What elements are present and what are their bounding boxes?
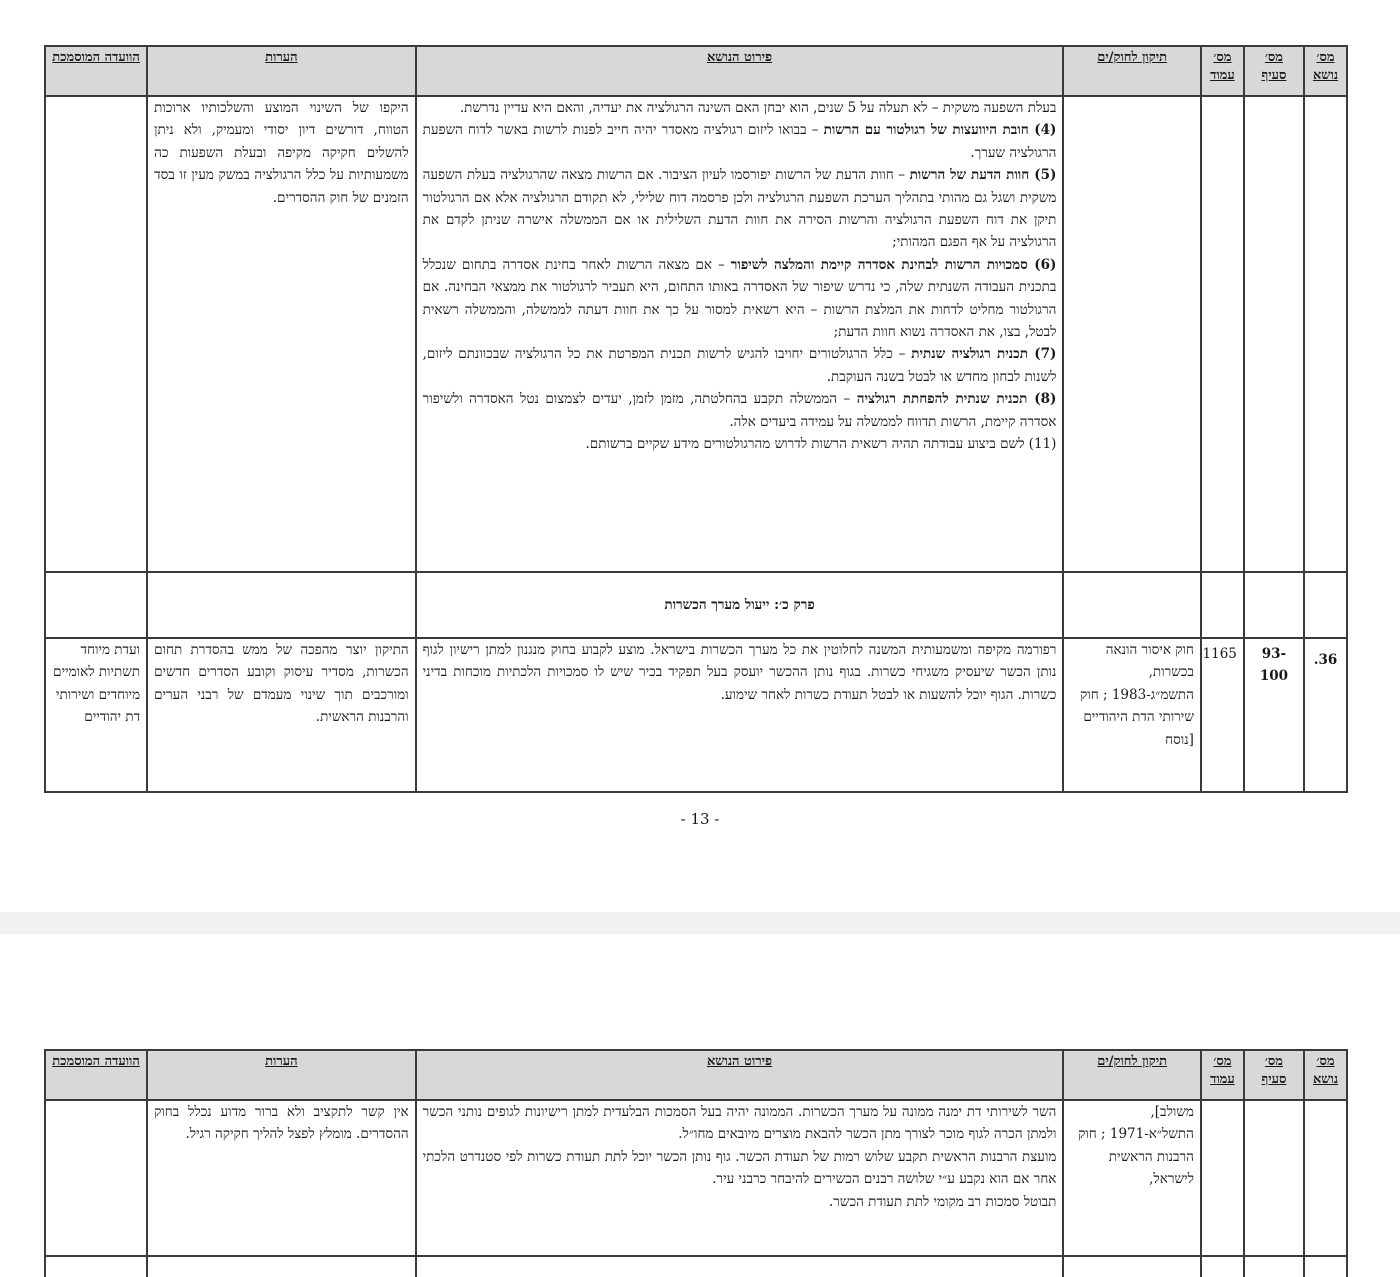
detail-paragraph: השר לשירותי דת ימנה ממונה על מערך הכשרות. הממונה יהיה בעל הסמכות הבלעדית למתן רישיונות לגופים נותני הכשר ולמתן הכרה לגוף מוכר לצורך מתן הכשר להבאת מוצרים מיובאים מחו״ל. xyxy=(422,1104,1057,1143)
table-row xyxy=(45,96,1347,572)
table-header-row xyxy=(45,1050,1347,1100)
chapter-title: פרק כ׳: ייעול מערך הכשרות xyxy=(416,572,1064,638)
cell-topic-details: רפורמה מקיפה ומשמעותית המשנה לחלוטין את כל מערך הכשרות בישראל. מוצע לקבוע בחוק מנגנון למתן רישיון לגוף נותן הכשר שיעסיק משגיחי כשרות. בגוף נותן ההכשר יועסק בעל תפקיד בכיר שיש לו סמכויות הלכתיות מוכחות בדיני כשרות. הגוף יוכל להשעות או לבטל תעודת כשרות לאחר שימוע. xyxy=(416,638,1064,792)
table-header-row xyxy=(45,46,1347,96)
header-page-number: מס׳ עמוד xyxy=(1201,1050,1244,1100)
cell-law-amendment xyxy=(1063,1256,1201,1277)
header-topic-details: פירוט הנושא xyxy=(416,46,1064,96)
cell-committee: ועדת מיוחד תשתיות לאומיים מיוחדים ושירותי דת יהודיים xyxy=(45,638,147,792)
legislation-table xyxy=(44,45,1348,793)
header-topic-number: מס׳ נושא xyxy=(1304,46,1347,96)
cell-section-number: 93-100 xyxy=(1244,638,1304,792)
cell-notes: אין קשר לתקציב ולא ברור מדוע נכלל בחוק ההסדרים. מומלץ לפצל להליך חקיקה רגיל. xyxy=(147,1100,416,1256)
detail-paragraph: מועצת הרבנות הראשית תקבע שלוש רמות של תעודת הכשר. גוף נותן הכשר יוכל לתת תעודת כשרות לפי סטנדרט הלכתי אחר אם הוא נקבע ע״י שלושה רבנים הכשירים להיבחר כרבני עיר. xyxy=(422,1148,1057,1188)
cell-committee xyxy=(45,1256,147,1277)
header-topic-number: מס׳ נושא xyxy=(1304,1050,1347,1100)
cell-law-amendment xyxy=(1063,96,1201,572)
table-row xyxy=(45,1100,1347,1256)
header-page-number: מס׳ עמוד xyxy=(1201,46,1244,96)
cell-section-number xyxy=(1244,1256,1304,1277)
cell-law-amendment: חוק איסור הונאה בכשרות, התשמ״ג-1983 ; חוק שירותי הדת היהודיים [נוסח xyxy=(1063,638,1201,792)
cell-topic-details xyxy=(416,96,1064,572)
cell-topic-number xyxy=(1304,1256,1347,1277)
cell-page-number xyxy=(1201,96,1244,572)
detail-paragraph: (8) תכנית שנתית להפחתת רגולציה – הממשלה תקבע בהחלטתה, מזמן לזמן, יעדים לצמצום נטל האסדרה ולשיפור אסדרה קיימת, הרשות תדווח לממשלה על עמידה ביעדים אלה. xyxy=(422,391,1057,430)
cell-page-number xyxy=(1201,572,1244,638)
header-notes: הערות xyxy=(147,46,416,96)
detail-paragraph: (4) חובת היוועצות של רגולטור עם הרשות – בבואו ליזום רגולציה מאסדר יהיה חייב לפנות לרשות באשר לדוח השפעת הרגולציה שערך. xyxy=(422,122,1057,161)
cell-section-number xyxy=(1244,1100,1304,1256)
cell-notes: התיקון יוצר מהפכה של ממש בהסדרת תחום הכשרות, מסדיר עיסוק וקובע הסדרים חדשים ומורכבים תוך שינוי מעמדם של רבני הערים והרבנות הראשית. xyxy=(147,638,416,792)
page-number: - 13 - xyxy=(680,810,720,828)
cell-section-number xyxy=(1244,96,1304,572)
header-committee: הוועדה המוסמכת xyxy=(45,46,147,96)
detail-paragraph: (5) חוות הדעת של הרשות – חוות הדעת של הרשות יפורסמו לעיון הציבור. אם הרשות מצאה שהרגולציה בעלת השפעה משקית ושגל גם מהותי בתהליך הערכת השפעת הרגולציה ולכן פרסמה דוח שלילי, לא תקודם הרגולציה אלא אם הרגולטור תיקן את דוח השפעת הרגולציה והרשות הסירה את חוות הדעת השלילית או אם הממשלה אישרה שניתן לקדם את הרגולציה על אף הפגם המהותי; xyxy=(422,167,1057,251)
header-law-amendment: תיקון לחוק/ים xyxy=(1063,1050,1201,1100)
legislation-table xyxy=(44,1049,1348,1277)
cell-committee xyxy=(45,572,147,638)
document-page-14 xyxy=(0,934,1400,1277)
cell-committee xyxy=(45,96,147,572)
cell-page-number: 1165 xyxy=(1201,638,1244,792)
cell-notes xyxy=(147,572,416,638)
header-section-number: מס׳ סעיף xyxy=(1244,46,1304,96)
header-law-amendment: תיקון לחוק/ים xyxy=(1063,46,1201,96)
cell-law-amendment xyxy=(1063,572,1201,638)
header-committee: הוועדה המוסמכת xyxy=(45,1050,147,1100)
cell-committee xyxy=(45,1100,147,1256)
header-notes: הערות xyxy=(147,1050,416,1100)
cell-topic-details xyxy=(416,1100,1064,1256)
chapter-row xyxy=(45,572,1347,638)
detail-paragraph: (7) תכנית רגולציה שנתית – כלל הרגולטורים יחויבו להגיש לרשות תכנית המפרטת את כל הרגולציה שבכוונתם ליזום, לשנות לבחון מחדש או לבטל בשנה העוקבת. xyxy=(422,346,1057,385)
cell-law-amendment: משולב], התשל״א-1971 ; חוק הרבנות הראשית לישראל, xyxy=(1063,1100,1201,1256)
cell-page-number xyxy=(1201,1256,1244,1277)
cell-section-number xyxy=(1244,572,1304,638)
table-row xyxy=(45,638,1347,792)
header-section-number: מס׳ סעיף xyxy=(1244,1050,1304,1100)
cell-topic-number: 36. xyxy=(1304,638,1347,792)
cell-notes xyxy=(147,1256,416,1277)
cell-topic-number xyxy=(1304,1100,1347,1256)
cell-notes: היקפו של השינוי המוצע והשלכותיו ארוכות הטווח, דורשים דיון יסודי ומעמיק, ולא ניתן להשלים חקיקה מקיפה ובעלת השפעות כה משמעותיות על כלל הרגולציה במשק מעין זו בסד הזמנים של חוק ההסדרים. xyxy=(147,96,416,572)
cell-page-number xyxy=(1201,1100,1244,1256)
detail-paragraph: (6) סמכויות הרשות לבחינת אסדרה קיימת והמלצה לשיפור – אם מצאה הרשות לאחר בחינת אסדרה בתחום שנכלל בתכנית העבודה השנתית שלה, כי נדרש שיפור של האסדרה באותו התחום, היא תעביר לרגולטור את ממצאי הבחינה. אם הרגולטור מחליט לדחות את המלצת הרשות – היא רשאית למסור על כך את חוות דעתה לממשלה, והממשלה רשאית לבטל, בצו, את האסדרה נשוא חוות הדעת; xyxy=(422,256,1057,341)
cell-topic-number xyxy=(1304,96,1347,572)
detail-paragraph: (11) לשם ביצוע עבודתה תהיה רשאית הרשות לדרוש מהרגולטורים מידע שקיים ברשותם. xyxy=(585,436,1057,453)
header-topic-details: פירוט הנושא xyxy=(416,1050,1064,1100)
table-row xyxy=(45,1256,1347,1277)
detail-paragraph: בעלת השפעה משקית – לא תעלה על 5 שנים, הוא יבחן האם השינה הרגולציה את יעדיה, והאם היא עדיין נדרשת. xyxy=(459,100,1057,116)
cell-topic-number xyxy=(1304,572,1347,638)
cell-topic-details xyxy=(416,1256,1064,1277)
detail-paragraph: תבוטל סמכות רב מקומי לתת תעודת הכשר. xyxy=(828,1193,1057,1210)
